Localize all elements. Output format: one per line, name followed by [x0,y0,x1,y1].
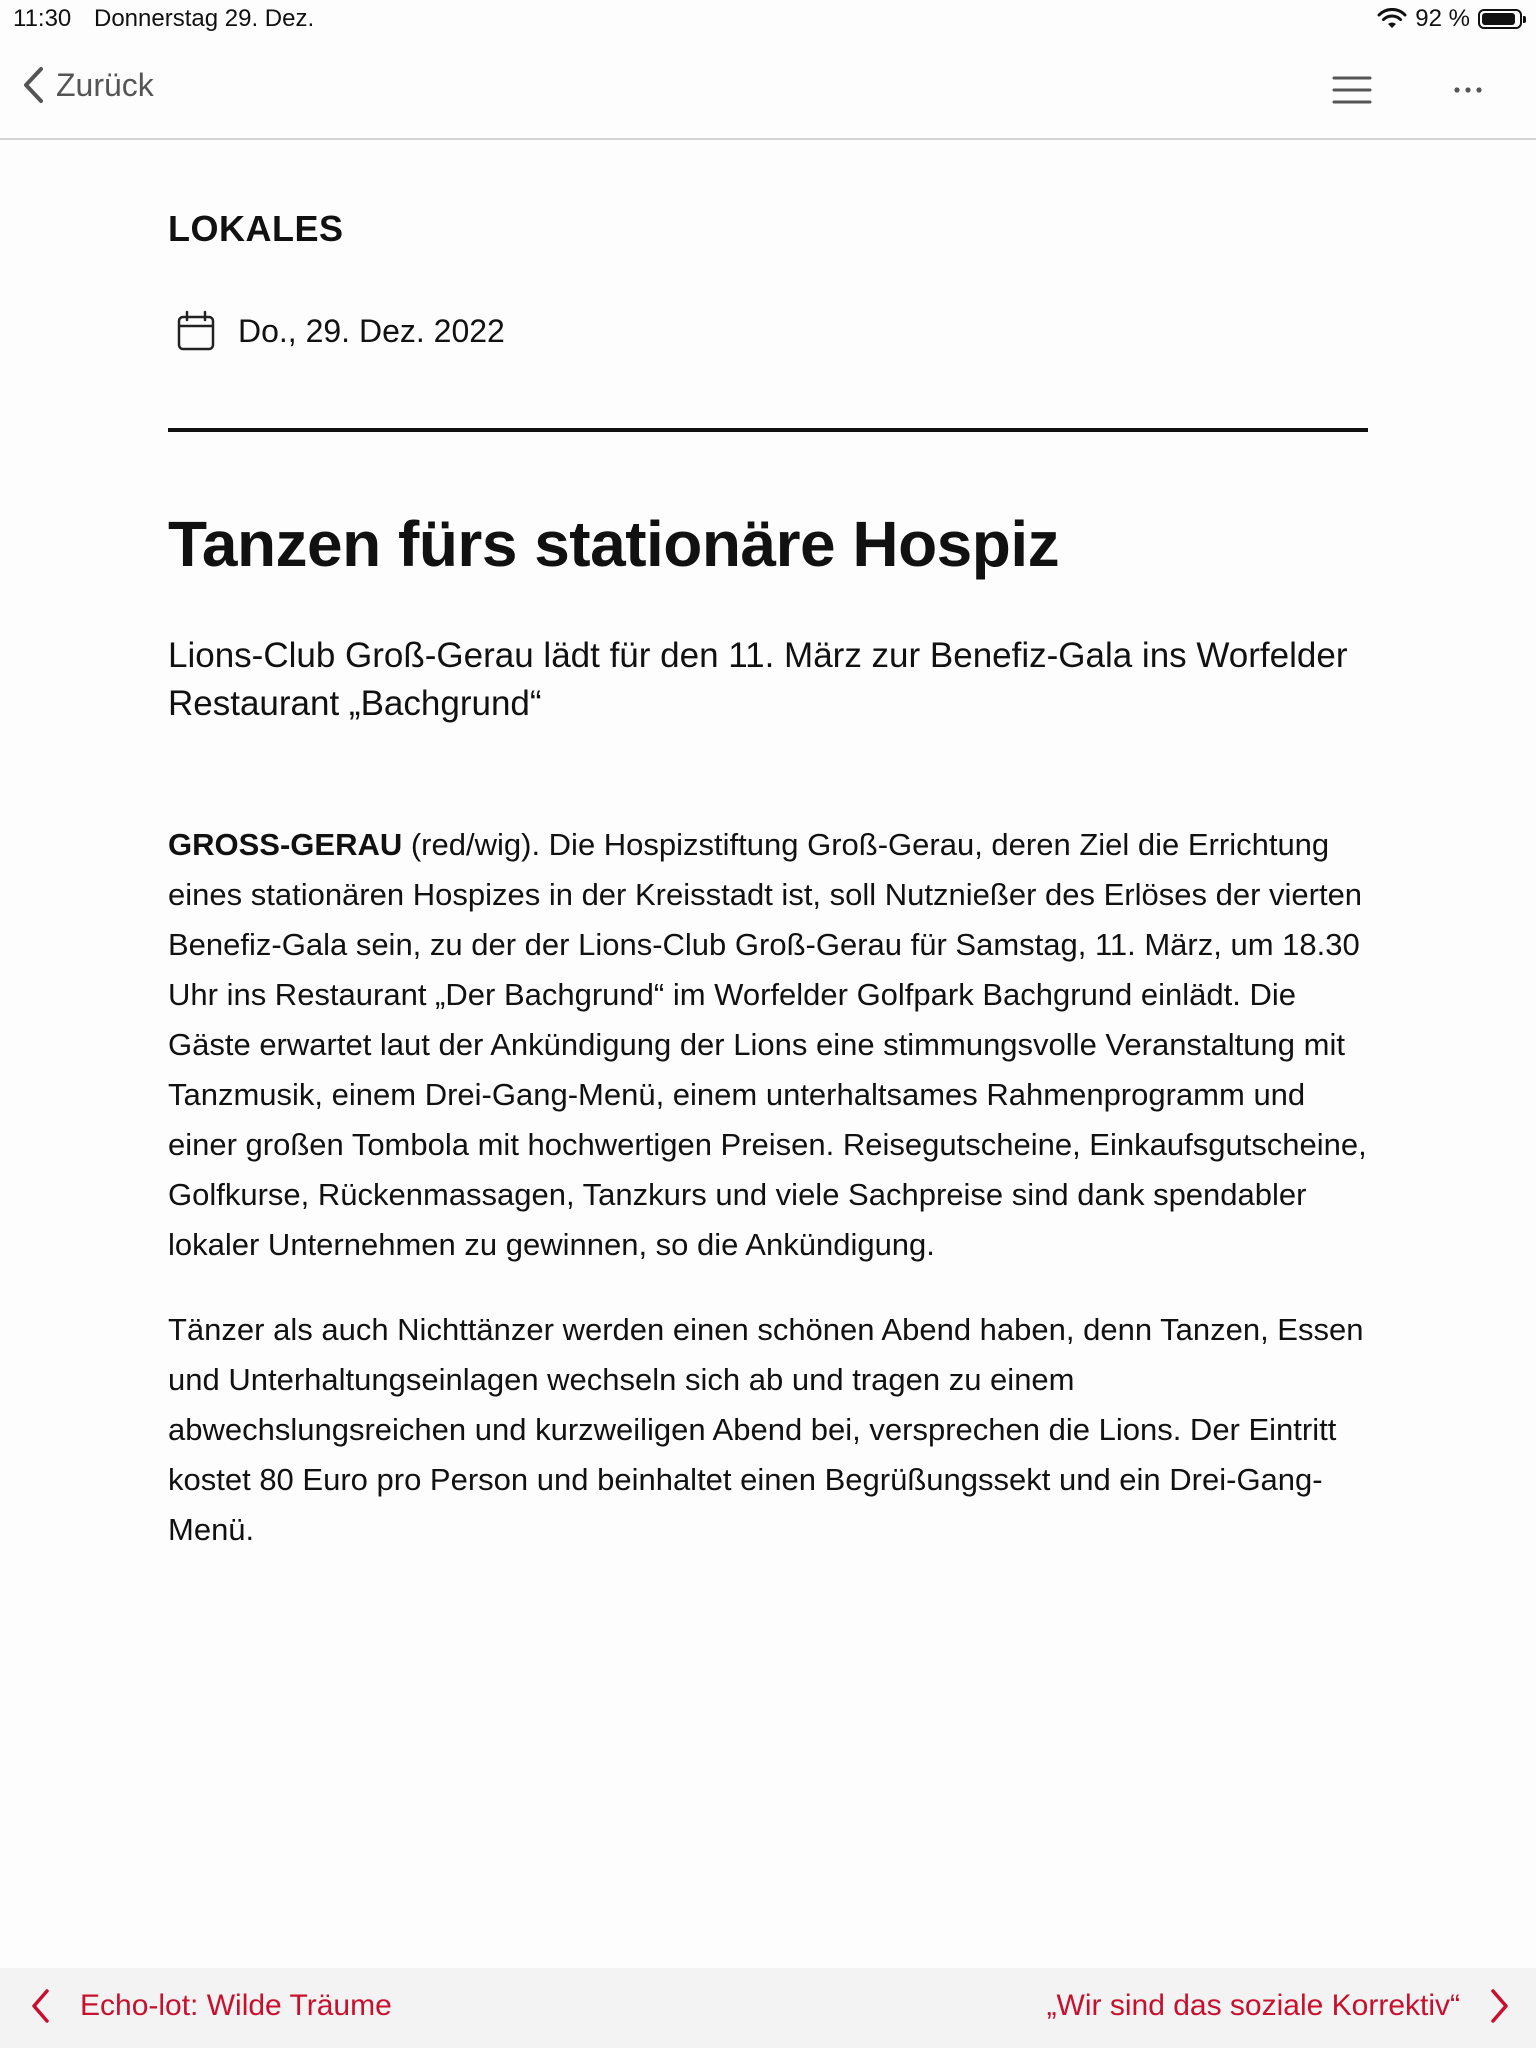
article-subheadline: Lions-Club Groß-Gerau lädt für den 11. März zur Benefiz-Gala ins Worfelder Restaurant „Bachgrund“ [168,636,1348,723]
battery-fill [1482,13,1515,25]
more-button[interactable] [1448,70,1488,110]
nav-bar [0,40,1536,140]
article-paragraph-2: Tänzer als auch Nichttänzer werden einen schönen Abend haben, denn Tanzen, Essen und Unterhaltungseinlagen wechseln sich ab und tragen zu einem abwechslungsreichen und kurzweiligen Abend bei, versprechen die Lions. Der Eintritt kostet 80 Euro pro Person und beinhaltet einen Begrüßungssekt und ein Drei-Gang-Menü. [168,1312,1364,1547]
article-headline: Tanzen fürs stationäre Hospiz [168,508,1060,580]
chevron-left-icon [22,66,44,104]
previous-article-link[interactable] [30,1988,392,2024]
hamburger-menu-icon [1330,70,1374,110]
status-indicators [1377,5,1522,33]
back-button[interactable] [22,66,154,104]
status-bar [0,0,1536,40]
chevron-right-icon [1490,1988,1510,2024]
calendar-icon [176,310,216,352]
wifi-icon [1377,8,1407,30]
section-label: LOKALES [168,208,344,249]
battery-icon [1478,9,1522,29]
dateline-location: GROSS-GERAU [168,827,403,862]
header-divider [168,428,1368,432]
battery-percent: 92 % [1415,5,1470,32]
paragraph-1-text: (red/wig). Die Hospizstiftung Groß-Gerau, deren Ziel die Errichtung eines stationären Hospizes in der Kreisstadt ist, soll Nutznießer des Erlöses der vierten Benefiz-Gala sein, zu der der Lions-Club Groß-Gerau für Samstag, 11. März, um 18.30 Uhr ins Restaurant „Der Bachgrund“ im Worfelder Golfpark Bachgrund einlädt. Die Gäste erwartet laut der Ankündigung der Lions eine stimmungsvolle Veranstaltung mit Tanzmusik, einem Drei-Gang-Menü, einem unterhaltsames Rahmenprogramm und einer großen Tombola mit hochwertigen Preisen. Reisegutscheine, Einkaufsgutscheine, Golfkurse, Rückenmassagen, Tanzkurs und viele Sachpreise sind dank spendabler lokaler Unternehmen zu gewinnen, so die Ankündigung. [168,827,1367,1262]
bottom-nav-bar [0,1968,1536,2048]
next-article-link[interactable] [1047,1988,1510,2024]
back-label: Zurück [56,66,154,103]
next-article-label: „Wir sind das soziale Korrektiv“ [1046,1989,1460,2022]
article-date: Do., 29. Dez. 2022 [238,312,505,349]
menu-button[interactable] [1330,70,1374,110]
previous-article-label: Echo-lot: Wilde Träume [80,1989,392,2022]
article-date-row [176,310,505,352]
article-paragraph-1 [168,820,1368,1270]
article-body [168,820,1368,1590]
status-time: 11:30 [13,5,72,32]
status-date: Donnerstag 29. Dez. [94,5,315,32]
chevron-left-icon [30,1988,50,2024]
more-dots-icon [1448,70,1488,110]
